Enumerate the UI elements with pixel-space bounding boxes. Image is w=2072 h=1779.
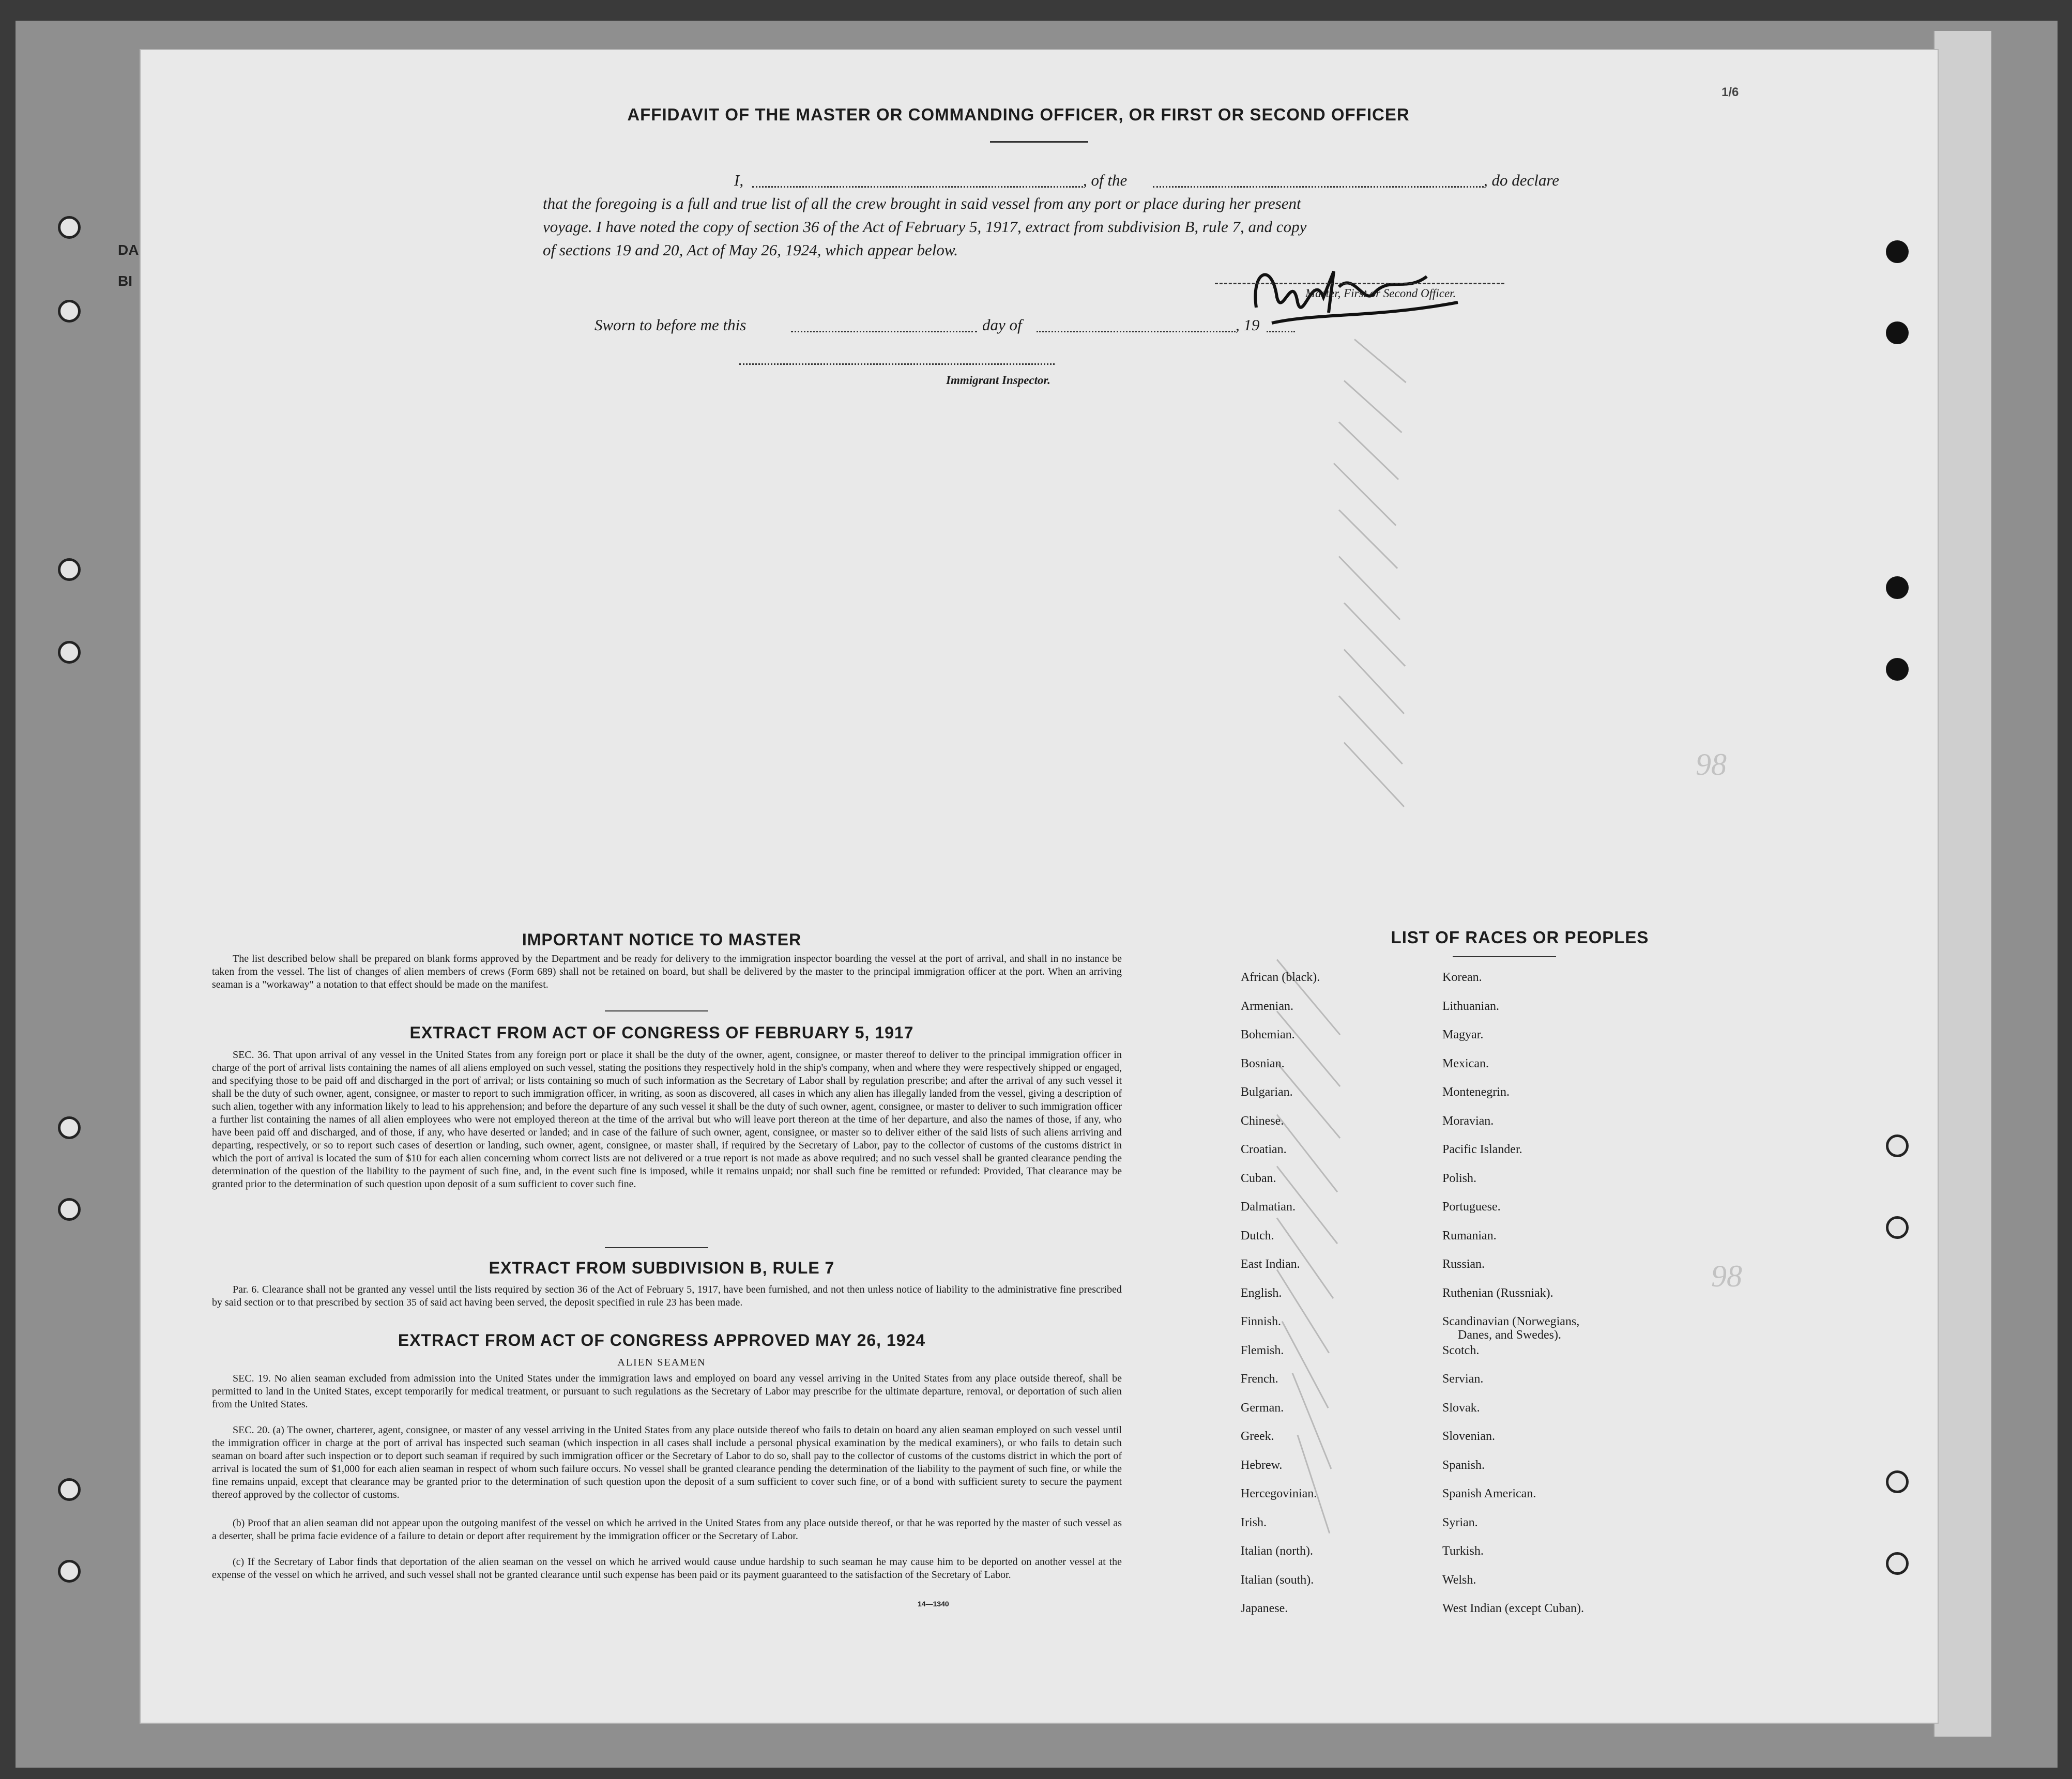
race-item: Chinese. [1241, 1114, 1284, 1128]
race-item: Welsh. [1442, 1573, 1476, 1587]
race-item: Lithuanian. [1442, 1000, 1499, 1013]
race-item: Armenian. [1241, 1000, 1293, 1013]
affidavit-title: AFFIDAVIT OF THE MASTER OR COMMANDING OFFICER, OR FIRST OR SECOND OFFICER [627, 105, 1410, 124]
year-prefix-label: , 19 [1236, 316, 1260, 334]
binder-hole [1886, 1552, 1909, 1575]
pencil-mark [1276, 1011, 1340, 1087]
race-item: Flemish. [1241, 1344, 1284, 1357]
race-item: Spanish. [1442, 1459, 1485, 1472]
race-item: Hercegovinian. [1241, 1487, 1317, 1500]
pencil-mark [1282, 1321, 1329, 1408]
pencil-mark [1344, 742, 1405, 807]
race-item: Japanese. [1241, 1602, 1288, 1615]
master-caption: Master, First or Second Officer. [1305, 287, 1456, 300]
race-item: German. [1241, 1401, 1284, 1415]
pencil-mark [1344, 649, 1405, 714]
race-item: Mexican. [1442, 1057, 1489, 1070]
affidavit-i-label: I, [734, 171, 744, 189]
notice-title: IMPORTANT NOTICE TO MASTER [522, 930, 802, 949]
race-item: Greek. [1241, 1430, 1274, 1443]
sec-20a-text: SEC. 20. (a) The owner, charterer, agent, consignee, or master of any vessel arriving in the United States from any place outside thereof who fails to detain on board any alien seaman employed on such vessel until the immigration officer in charge at the port of arrival has inspected such seaman (which inspection in all cases shall include a personal physical examination by the medical examiners), or who fails to detain such seaman on board after such inspection or to deport such seaman if required by such immigration officer or the Secretary of Labor to do so, shall pay to the collector of customs of the customs district in which the port of arrival is located the sum of $1,000 for each alien seaman in respect of whom such failure occurs. No vessel shall be granted clearance pending the determination of the liability to the payment of such fine, or while the fine remains unpaid, except that clearance may be granted prior to the determination of such question upon the deposit of a sum sufficient to cover such fine, or of a bond with sufficient surety to secure the payment thereof approved by the collector of customs. [212, 1424, 1122, 1500]
extract-1917-text: SEC. 36. That upon arrival of any vessel in the United States from any foreign port or place it shall be the duty of the owner, agent, consignee, or master thereof to deliver to the principal immigration officer in charge of the port of arrival lists containing the names of all aliens employed on such vessel, stating the positions they respectively hold in the ship's company, when and where they were respectively shipped or engaged, and specifying those to be paid off and discharged in the port of arrival; or lists containing so much of such information as the Secretary of Labor shall by regulation prescribe; and after the arrival of any such vessel it shall be the duty of such owner, agent, consignee, or master to report to such immigration officer, in writing, as soon as discovered, all cases in which any alien has illegally landed from the vessel, giving a description of such alien, together with any information likely to lead to his apprehension; and before the departure of any such vessel it shall be the duty of such owner, agent, consignee, or master to deliver to such immigration officer a further list containing the names of all alien employees who were not employed thereon at the time of the arrival but who will leave port thereon at the time of her departure, and also the names of those, if any, who have been paid off and discharged, and of those, if any, who have deserted or landed; and in case of the failure of such owner, agent, consignee, or master so to deliver either of the said lists of such aliens arriving and departing, respectively, or so to report such cases of desertion or landing, such owner, agent, consignee, or master shall, if required by the Secretary of Labor, pay to the collector of customs of the customs district in which the port of arrival is located the sum of $10 for each alien concerning whom correct lists are not delivered or a true report is not made as above required; and no such vessel shall be granted clearance pending the determination of the question of the liability to the payment of such fine, and, in the event such fine is imposed, while it remains unpaid; nor shall such fine be remitted or refunded: Provided, That clearance may be granted prior to the determination of such question upon deposit of a sum sufficient to cover such fine. [212, 1049, 1122, 1190]
pencil-mark [1338, 695, 1403, 764]
vessel-name-field[interactable] [1153, 186, 1484, 188]
pencil-mark [1344, 602, 1406, 666]
race-item: Polish. [1442, 1172, 1477, 1185]
race-item: Dalmatian. [1241, 1200, 1296, 1214]
race-item: Pacific Islander. [1442, 1143, 1522, 1156]
race-item: Servian. [1442, 1372, 1484, 1386]
race-item: Italian (south). [1241, 1573, 1314, 1587]
race-item: Magyar. [1442, 1028, 1484, 1041]
race-item: East Indian. [1241, 1257, 1300, 1271]
binder-hole [1886, 658, 1909, 681]
binder-hole [1886, 240, 1909, 263]
sworn-year-field[interactable] [1267, 331, 1295, 332]
extract-rule7-text: Par. 6. Clearance shall not be granted any vessel until the lists required by section 36 of the Act of February 5, 1917, have been furnished, and not then unless notice of liability to the administrative fine prescribed by said section or to that prescribed by section 35 of said act having been served, the deposit specified in rule 23 has been made. [212, 1284, 1122, 1308]
binder-hole [1886, 321, 1909, 344]
master-signature-line[interactable] [1215, 283, 1504, 284]
sworn-month-field[interactable] [1037, 331, 1236, 332]
sworn-day-field[interactable] [791, 331, 977, 332]
race-item: Finnish. [1241, 1315, 1282, 1328]
pencil-mark [1344, 380, 1402, 433]
section-divider [605, 1010, 708, 1011]
race-item: African (black). [1241, 971, 1320, 984]
extract-rule7-title: EXTRACT FROM SUBDIVISION B, RULE 7 [489, 1259, 835, 1277]
race-item: Dutch. [1241, 1229, 1274, 1243]
title-underline [990, 141, 1088, 143]
pencil-mark [1338, 421, 1399, 480]
race-item: Korean. [1442, 971, 1482, 984]
notice-text: The list described below shall be prepared on blank forms approved by the Department and be ready for delivery to the immigration inspector boarding the vessel at the port of arrival, and shall in no instance be taken from the vessel. The list of changes of alien members of crews (Form 689) shall not be retained on board, but shall be delivered by the master to the principal immigration officer at the port. When an arriving seaman is a "workaway" a notation to that effect should be made on the manifest. [212, 953, 1122, 990]
affidavit-declare-label: , do declare [1484, 171, 1560, 189]
sec-20c-text: (c) If the Secretary of Labor finds that deportation of the alien seaman on the vessel on which he arrived would cause undue hardship to such seaman he may cause him to be deported on another vessel at the expense of the vessel on which he arrived, and such vessel shall not be granted clearance until such expense has been paid or its payment guaranteed to the satisfaction of the Secretary of Labor. [212, 1556, 1122, 1581]
race-item: Rumanian. [1442, 1229, 1497, 1243]
margin-fragment-bottom: BI [118, 273, 132, 289]
race-item: Spanish American. [1442, 1487, 1536, 1500]
form-number: 14—1340 [918, 1600, 949, 1608]
binder-hole [1886, 1134, 1909, 1157]
race-item: Moravian. [1442, 1114, 1494, 1128]
inspector-signature-line[interactable] [739, 363, 1055, 365]
races-title: LIST OF RACES OR PEOPLES [1391, 928, 1649, 947]
binder-hole [1886, 1470, 1909, 1493]
alien-seamen-subtitle: ALIEN SEAMEN [617, 1357, 706, 1368]
affidavit-of-the-label: , of the [1083, 171, 1128, 189]
race-item: Bulgarian. [1241, 1085, 1293, 1099]
race-item: French. [1241, 1372, 1278, 1386]
binder-hole [58, 558, 81, 581]
day-of-label: day of [982, 316, 1022, 334]
race-item: Montenegrin. [1442, 1085, 1510, 1099]
binder-hole [58, 641, 81, 664]
race-item: Hebrew. [1241, 1459, 1283, 1472]
races-title-underline [1453, 956, 1556, 957]
race-item: West Indian (except Cuban). [1442, 1602, 1584, 1615]
pencil-mark [1338, 556, 1400, 620]
race-item: Bosnian. [1241, 1057, 1285, 1070]
corner-mark: 1/6 [1721, 85, 1739, 99]
manifest-page [140, 49, 1939, 1724]
inspector-caption: Immigrant Inspector. [946, 374, 1050, 387]
affidavit-body-line-3: of sections 19 and 20, Act of May 26, 1924, which appear below. [543, 241, 958, 259]
race-item: Portuguese. [1442, 1200, 1501, 1214]
extract-1917-title: EXTRACT FROM ACT OF CONGRESS OF FEBRUARY 5, 1917 [409, 1023, 914, 1042]
pencil-mark [1354, 339, 1407, 383]
margin-fragment-top: DA [118, 242, 139, 258]
affidavit-body-line-2: voyage. I have noted the copy of section 36 of the Act of February 5, 1917, extract from subdivision B, rule 7, and copy [543, 218, 1307, 236]
binder-hole [58, 300, 81, 323]
race-item: Slovak. [1442, 1401, 1480, 1415]
binder-hole [1886, 1216, 1909, 1239]
binder-hole [58, 1560, 81, 1583]
pencil-mark [1297, 1435, 1331, 1533]
race-item: Turkish. [1442, 1544, 1484, 1558]
sworn-label: Sworn to before me this [595, 316, 746, 334]
race-item: Croatian. [1241, 1143, 1287, 1156]
race-item: English. [1241, 1286, 1282, 1300]
affidavit-body-line-1: that the foregoing is a full and true list of all the crew brought in said vessel from any port or place during her present [543, 194, 1301, 212]
race-item: Italian (north). [1241, 1544, 1313, 1558]
race-item: Scotch. [1442, 1344, 1480, 1357]
sec-19-text: SEC. 19. No alien seaman excluded from admission into the United States under the immigration laws and employed on board any vessel arriving in the United States from any place outside thereof, shall be permitted to land in the United States, except temporarily for medical treatment, or pursuant to such regulations as the Secretary of Labor may prescribe for the ultimate departure, removal, or deportation of such alien from the United States. [212, 1373, 1122, 1410]
race-item: Slovenian. [1442, 1430, 1495, 1443]
binder-hole [58, 216, 81, 239]
race-item: Scandinavian (Norwegians, [1442, 1315, 1580, 1328]
faint-pencil-annotation: 98 [1711, 1259, 1742, 1293]
binder-hole [1886, 576, 1909, 599]
pencil-mark [1292, 1373, 1332, 1469]
section-divider [605, 1247, 708, 1248]
sec-20b-text: (b) Proof that an alien seaman did not appear upon the outgoing manifest of the vessel on which he arrived in the United States from any place outside thereof, or that he was reported by the master of such vessel as a deserter, shall be prima facie evidence of a failure to detain or deport after requirement by the immigration officer or the Secretary of Labor. [212, 1517, 1122, 1542]
binder-hole [58, 1478, 81, 1501]
binder-hole [58, 1198, 81, 1221]
race-scandinavian-continued: Danes, and Swedes). [1458, 1328, 1561, 1342]
race-item: Irish. [1241, 1516, 1267, 1529]
race-item: Bohemian. [1241, 1028, 1295, 1041]
adjacent-page-edge [1933, 31, 1991, 1737]
race-item: Ruthenian (Russniak). [1442, 1286, 1553, 1300]
extract-1924-title: EXTRACT FROM ACT OF CONGRESS APPROVED MAY 26, 1924 [398, 1331, 926, 1349]
master-name-field[interactable] [752, 186, 1083, 188]
pencil-mark [1333, 463, 1396, 526]
race-item: Russian. [1442, 1257, 1485, 1271]
faint-pencil-annotation: 98 [1696, 747, 1727, 781]
binder-hole [58, 1116, 81, 1139]
race-item: Syrian. [1442, 1516, 1478, 1529]
race-item: Cuban. [1241, 1172, 1276, 1185]
